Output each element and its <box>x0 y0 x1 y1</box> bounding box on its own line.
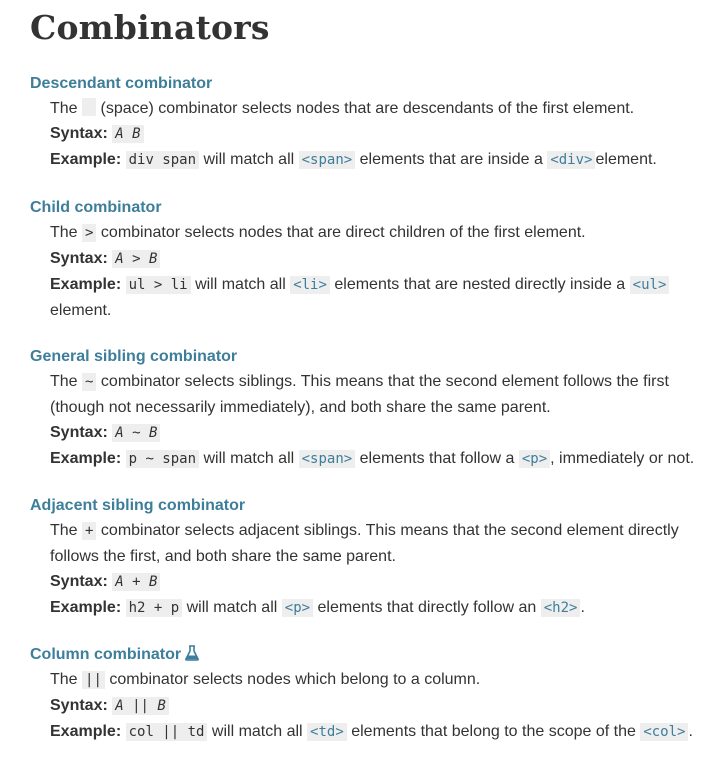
example-line: Example: div span will match all <span> elements that are inside a <div> element. <box>50 151 657 168</box>
example-code: div span <box>126 151 199 169</box>
section-heading[interactable]: General sibling combinator <box>30 348 238 365</box>
syntax-line: Syntax: A + B <box>50 569 700 595</box>
description: The > combinator selects nodes that are direct children of the first element. <box>50 224 586 241</box>
operator-code: ~ <box>82 373 96 391</box>
example-line: Example: col || td will match all <td> elements that belong to the scope of the <col> . <box>50 723 693 740</box>
section-heading[interactable]: Column combinator <box>30 646 182 663</box>
tag-link[interactable]: <span> <box>299 450 356 468</box>
operator-code: > <box>82 224 96 242</box>
example-code: h2 + p <box>126 599 183 617</box>
syntax-code: A ~ B <box>112 424 160 442</box>
example-code: p ~ span <box>126 450 199 468</box>
operator-code: + <box>82 522 96 540</box>
example-code: col || td <box>126 723 208 741</box>
syntax-line: Syntax: A ~ B <box>50 420 700 446</box>
tag-link[interactable]: <p> <box>282 599 313 617</box>
page-title: Combinators <box>30 8 270 47</box>
experimental-flask-icon[interactable] <box>185 645 199 669</box>
operator-code: || <box>82 671 105 689</box>
section-heading[interactable]: Descendant combinator <box>30 75 213 92</box>
section-general-sibling <box>30 345 700 472</box>
section-adjacent-sibling <box>30 494 700 621</box>
example-line: Example: p ~ span will match all <span> elements that follow a <p> , immediately or not. <box>50 450 695 467</box>
tag-link[interactable]: <li> <box>290 276 330 294</box>
syntax-code: A B <box>112 125 143 143</box>
description: The (space) combinator selects nodes that are descendants of the first element. <box>50 100 635 117</box>
section-heading[interactable]: Adjacent sibling combinator <box>30 497 246 514</box>
section-column <box>30 643 700 745</box>
description: The ~ combinator selects siblings. This means that the second element follows the first (though not necessarily immediately), and both share the same parent. <box>50 373 669 416</box>
tag-link[interactable]: <h2> <box>541 599 581 617</box>
example-code: ul > li <box>126 276 191 294</box>
syntax-code: A > B <box>112 250 160 268</box>
tag-link[interactable]: <td> <box>307 723 347 741</box>
tag-link[interactable]: <div> <box>547 151 595 169</box>
syntax-code: A + B <box>112 573 160 591</box>
syntax-line: Syntax: A > B <box>50 246 700 272</box>
section-descendant <box>30 72 700 173</box>
example-line: Example: ul > li will match all <li> elements that are nested directly inside a <ul> element. <box>50 272 700 323</box>
tag-link[interactable]: <p> <box>519 450 550 468</box>
description: The || combinator selects nodes which belong to a column. <box>50 671 481 688</box>
example-line: Example: h2 + p will match all <p> elements that directly follow an <h2> . <box>50 599 585 616</box>
syntax-code: A || B <box>112 697 169 715</box>
tag-link[interactable]: <col> <box>640 723 688 741</box>
syntax-line: Syntax: A || B <box>50 693 700 719</box>
tag-link[interactable]: <span> <box>299 151 356 169</box>
syntax-line: Syntax: A B <box>50 121 700 147</box>
tag-link[interactable]: <ul> <box>630 276 670 294</box>
operator-code <box>82 98 96 116</box>
section-child <box>30 196 700 323</box>
section-heading[interactable]: Child combinator <box>30 199 162 216</box>
description: The + combinator selects adjacent siblings. This means that the second element directly follows the first, and both share the same parent. <box>50 522 679 565</box>
